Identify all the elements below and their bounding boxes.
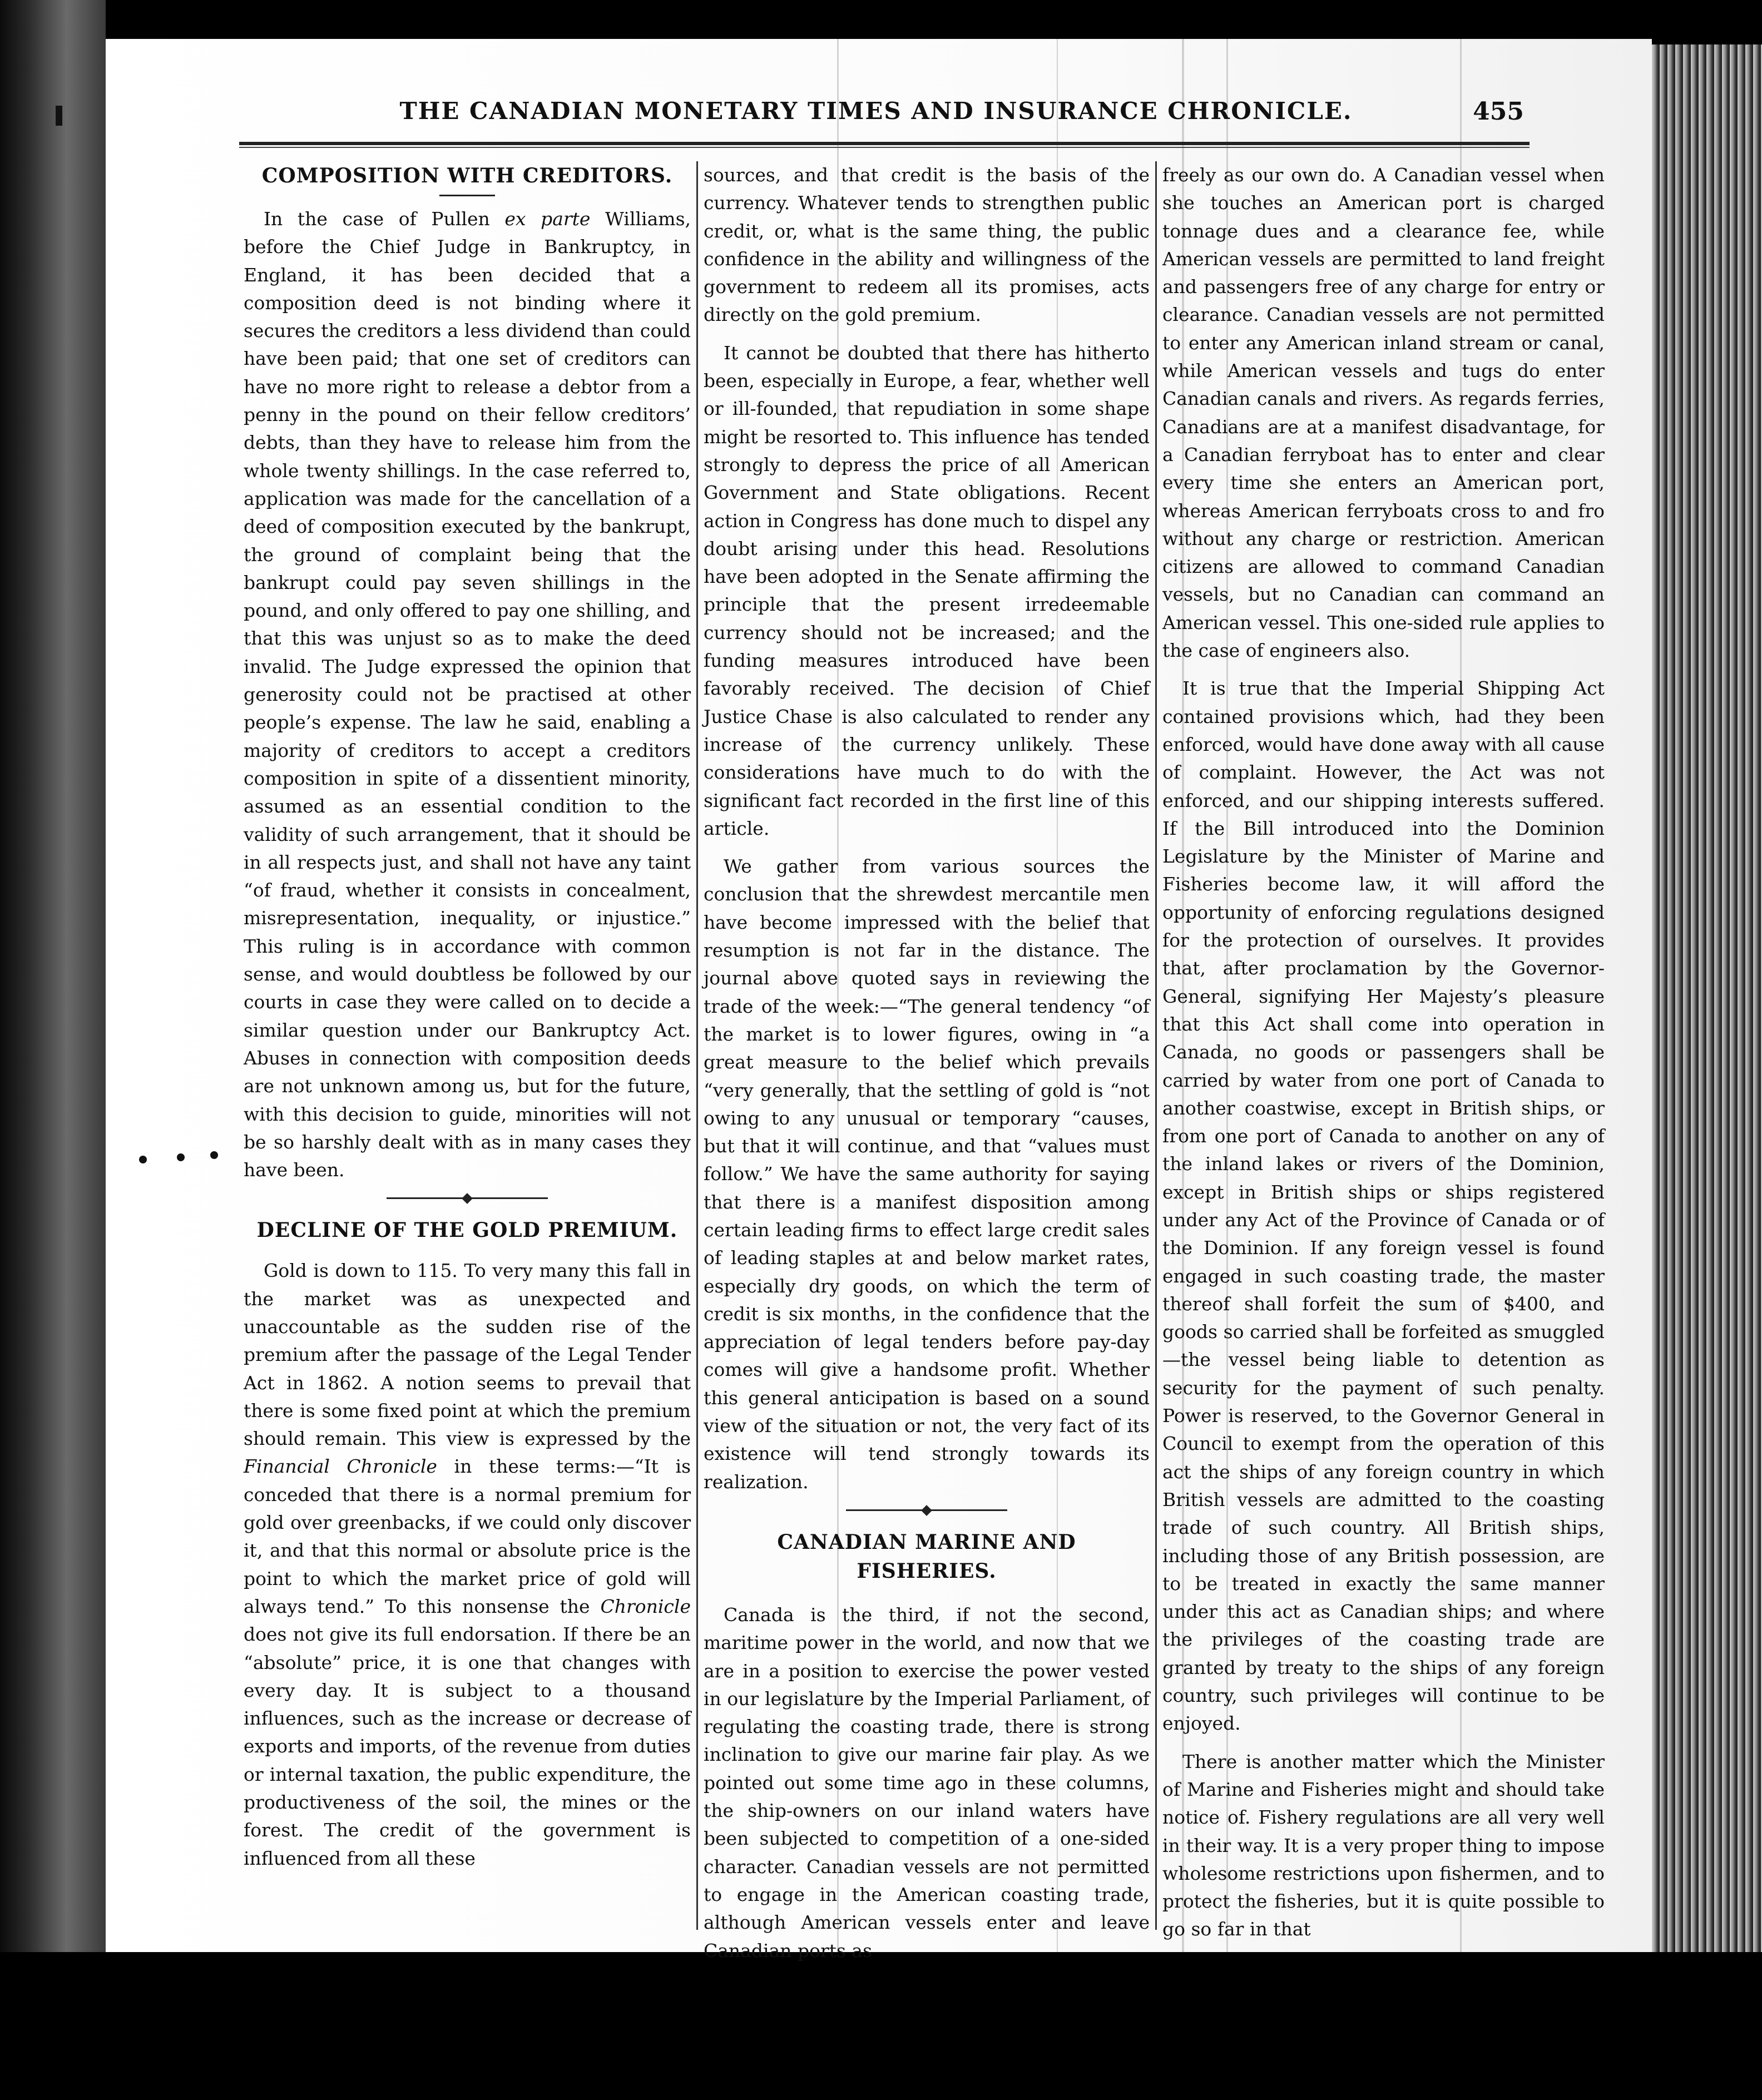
paragraph-text: In the case of Pullen bbox=[264, 208, 505, 230]
italic-text: Financial Chronicle bbox=[244, 1455, 437, 1478]
running-head-title: THE CANADIAN MONETARY TIMES AND INSURANCE CHRONICLE. bbox=[399, 97, 1353, 125]
article-heading-composition: COMPOSITION WITH CREDITORS. bbox=[261, 164, 673, 187]
binding-mark bbox=[56, 106, 62, 126]
right-page-stack bbox=[1652, 44, 1762, 1991]
article-paragraph: It cannot be doubted that there has hitherto been, especially in Europe, a fear, whether well or ill-founded, that repudiation in some shape might be resorted to. This influence has tended strongly to depress the price of all American Government and State obligations. Recent action in Congress has done much to dispel any doubt arising under this head. Resolutions have been adopted in the Senate affirming the principle that the present irredeemable currency should not be increased; and the funding measures introduced have been favorably received. The decision of Chief Justice Chase is also calculated to render any increase of the currency unlikely. These considerations have much to do with the significant fact recorded in the first line of this article. bbox=[704, 341, 1150, 839]
margin-dot bbox=[177, 1153, 185, 1161]
paragraph-text: does not give its full endorsation. If there be an “absolute” price, it is one that changes with every day. It is subject to a thousand influences, such as the increase or decrease of exports and imports, of the revenue from duties or internal taxation, the public expenditure, the productiveness of the soil, the mines or the forest. The credit of the government is influenced from all these bbox=[244, 1623, 691, 1869]
article-heading-marine: CANADIAN MARINE AND FISHERIES. bbox=[777, 1530, 1076, 1583]
ornamental-divider bbox=[387, 1197, 548, 1199]
column-rule bbox=[696, 161, 698, 1930]
bottom-scan-border bbox=[0, 1952, 1762, 2100]
paragraph-text: Gold is down to 115. To very many this fall in the market was as unexpected and unaccountable as the sudden rise of the premium after the passage of the Legal Tender Act in 1862. A notion seems to prevail that there is some fixed point at which the premium should remain. This view is expressed by the bbox=[244, 1260, 691, 1450]
column-1 bbox=[244, 161, 691, 1930]
article-paragraph: sources, and that credit is the basis of the currency. Whatever tends to strengthen public credit, or, what is the same thing, the public confidence in the ability and willingness of the government to redeem all its promises, acts directly on the gold premium. bbox=[704, 164, 1150, 326]
column-rule bbox=[1155, 161, 1157, 1930]
column-2 bbox=[704, 161, 1150, 1962]
page-number: 455 bbox=[1473, 97, 1524, 126]
italic-text: Chronicle bbox=[600, 1595, 691, 1617]
article-paragraph: There is another matter which the Minister of Marine and Fisheries might and should take notice of. Fishery regulations are all very well in their way. It is a very proper thing to impose wholesome restrictions upon fishermen, and to protect the fisheries, but it is quite possible to go so far in that bbox=[1162, 1750, 1605, 1940]
margin-dot bbox=[139, 1156, 147, 1163]
left-page-edge bbox=[0, 0, 106, 2100]
header-rule bbox=[239, 142, 1530, 145]
ornamental-divider bbox=[846, 1509, 1007, 1511]
margin-dot bbox=[210, 1151, 218, 1159]
heading-rule bbox=[439, 195, 495, 196]
italic-text: ex parte bbox=[504, 208, 591, 230]
article-paragraph bbox=[244, 1257, 691, 1873]
article-paragraph: freely as our own do. A Canadian vessel when she touches an American port is charged tonnage dues and a clearance fee, while American vessels are permitted to land freight and passengers free of any charge for entry or clearance. Canadian vessels are not permitted to enter any American inland stream or canal, while American vessels and tugs do enter Canadian canals and rivers. As regards ferries, Canadians are at a manifest disadvantage, for a Canadian ferryboat has to enter and clear every time she enters an American port, whereas American ferryboats cross to and fro without any charge or restriction. American citizens are allowed to command Canadian vessels, but no Canadian can command an American vessel. This one-sided rule applies to the case of engineers also. bbox=[1162, 164, 1605, 662]
paragraph-text: in these terms:—“It is conceded that there is a normal premium for gold over greenbacks, if we could only discover it, and that this normal or absolute price is the point to which the market price of gold will always tend.” To this nonsense the bbox=[244, 1455, 691, 1617]
article-heading-gold-premium: DECLINE OF THE GOLD PREMIUM. bbox=[256, 1219, 678, 1242]
header-rule bbox=[239, 147, 1530, 148]
article-paragraph bbox=[244, 205, 691, 1184]
column-3 bbox=[1162, 161, 1605, 1940]
article-paragraph: Canada is the third, if not the second, maritime power in the world, and now that we are in a position to exercise the power vested in our legislature by the Imperial Parliament, of regulating the coasting trade, there is strong inclination to give our marine fair play. As we pointed out some time ago in these columns, the ship-owners on our inland waters have been subjected to competition of a one-sided character. Canadian vessels are not permitted to engage in the American coasting trade, although American vessels enter and leave Canadian ports as bbox=[704, 1603, 1150, 1962]
paragraph-text: Williams, before the Chief Judge in Bankruptcy, in England, it has been decided that a composition deed is not binding where it secures the creditors a less dividend than could have been paid; that one set of creditors can have no more right to release a debtor from a penny in the pound on their fellow creditors’ debts, than they have to release him from the whole twenty shillings. In the case referred to, application was made for the cancellation of a deed of composition executed by the bankrupt, the ground of complaint being that the bankrupt could pay seven shillings in the pound, and only offered to pay one shilling, and that this was unjust so as to make the deed invalid. The Judge expressed the opinion that generosity could not be practised at other people’s expense. The law he said, enabling a majority of creditors to accept a creditors composition in spite of a dissentient minority, assumed as an essential condition to the validity of such arrangement, that it should be in all respects just, and shall not have any taint “of fraud, whether it consists in concealment, misrepresentation, inequality, or injustice.” This ruling is in accordance with common sense, and would doubtless be followed by our courts in case they were called on to decide a similar question under our Bankruptcy Act. Abuses in connection with composition deeds are not unknown among us, but for the future, with this decision to guide, minorities will not be so harshly dealt with as in many cases they have been. bbox=[244, 208, 691, 1181]
article-paragraph: We gather from various sources the conclusion that the shrewdest mercantile men have become impressed with the belief that resumption is not far in the distance. The journal above quoted says in reviewing the trade of the week:—“The general tendency “of the market is to lower figures, owing in “a great measure to the belief which prevails “very generally, that the settling of gold is “not owing to any unusual or temporary “causes, but that it will continue, and that “values must follow.” We have the same authority for saying that there is a manifest disposition among certain leading firms to effect large credit sales of leading staples at and below market rates, especially dry goods, on which the term of credit is six months, in the confidence that the appreciation of legal tenders before pay-day comes will give a handsome profit. Whether this general anticipation is based on a sound view of the situation or not, the very fact of its existence will tend strongly towards its realization. bbox=[704, 855, 1150, 1493]
article-paragraph: It is true that the Imperial Shipping Act contained provisions which, had they been enforced, would have done away with all cause of complaint. However, the Act was not enforced, and our shipping interests suffered. If the Bill introduced into the Dominion Legislature by the Minister of Marine and Fisheries become law, it will afford the opportunity of enforcing regulations designed for the protection of ourselves. It provides that, after proclamation by the Governor-General, signifying Her Majesty’s pleasure that this Act shall come into operation in Canada, no goods or passengers shall be carried by water from one port of Canada to another coastwise, except in British ships, or from one port of Canada to another on any of the inland lakes or rivers of the Dominion, except in British ships or ships registered under any Act of the Province of Canada or of the Dominion. If any foreign vessel is found engaged in such coasting trade, the master thereof shall forfeit the sum of $400, and goods so carried shall be forfeited as smuggled—the vessel being liable to detention as security for the payment of such penalty. Power is reserved, to the Governor General in Council to exempt from the operation of this act the ships of any foreign country in which British vessels are admitted to the coasting trade of such country. All British ships, including those of any British possession, are to be treated in exactly the same manner under this act as Canadian ships; and where the privileges of the coasting trade are granted by treaty to the ships of any foreign country, such privileges will continue to be enjoyed. bbox=[1162, 677, 1605, 1735]
